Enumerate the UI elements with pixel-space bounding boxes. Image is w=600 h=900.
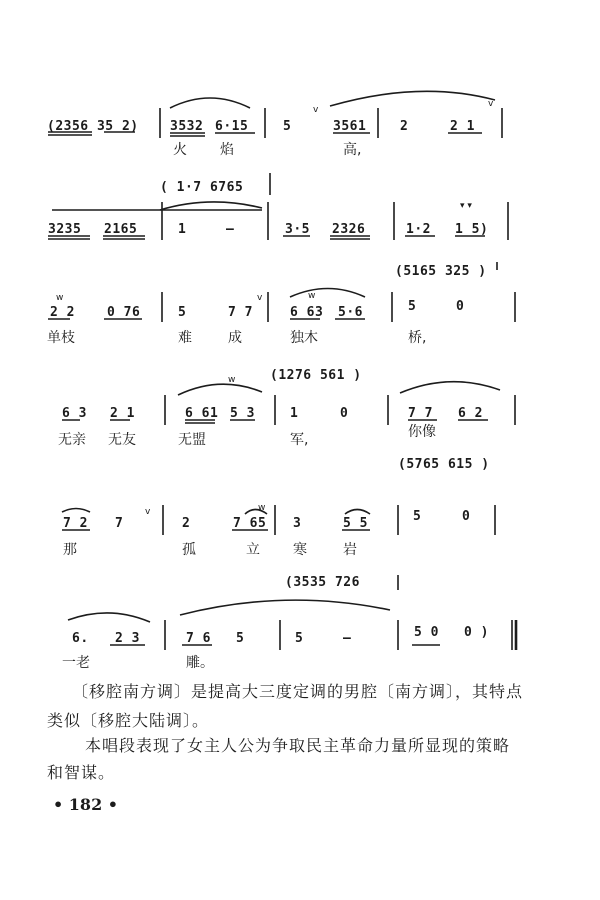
note-group: 6 2	[458, 406, 483, 421]
svg-text:w: w	[308, 291, 316, 301]
interlude: (5165 325 )	[395, 264, 487, 279]
note-group: 2326	[332, 222, 366, 237]
note-group: 5	[413, 509, 422, 524]
interlude: (1276 561 )	[270, 368, 362, 383]
svg-text:v: v	[145, 507, 151, 517]
svg-text:▾ ▾: ▾ ▾	[460, 201, 472, 211]
lyric: 单枝	[47, 330, 75, 346]
interlude: ( 1·7 6765	[160, 180, 244, 195]
paragraph-line: 和智谋。	[47, 763, 116, 782]
note-group: 2 2	[50, 305, 75, 320]
lyric: 高,	[343, 142, 362, 158]
note-group: 2 1	[450, 119, 475, 134]
note-group: 1	[178, 222, 187, 237]
note-group: 3·5	[285, 222, 310, 237]
page-number: • 182 •	[53, 795, 118, 814]
paragraph-line: 类似〔移腔大陆调〕。	[47, 711, 210, 730]
note-group: 5	[295, 631, 304, 646]
svg-text:w: w	[228, 375, 236, 385]
paragraph-line: 本唱段表现了女主人公为争取民主革命力量所显现的策略	[85, 736, 511, 755]
svg-text:v: v	[257, 293, 263, 303]
lyric: 寒	[293, 542, 307, 558]
lyric: 立	[246, 542, 260, 558]
svg-text:v: v	[488, 99, 494, 109]
note-group: 3235	[48, 222, 82, 237]
note-group: 5	[283, 119, 292, 134]
note-group: 2 3	[115, 631, 140, 646]
lyric: 焰	[220, 142, 234, 158]
lyric: 雕。	[186, 655, 214, 671]
note-group: 5 0	[414, 625, 439, 640]
note-group: 5·6	[338, 305, 363, 320]
note-group: 6 3	[62, 406, 87, 421]
note-group: 3532	[170, 119, 204, 134]
note-group: 0 76	[107, 305, 141, 320]
lyric: 一老	[62, 655, 90, 671]
note-group: 3561	[333, 119, 367, 134]
note-group: 5 3	[230, 406, 255, 421]
lyric: 桥,	[408, 330, 427, 346]
note-group: 6 63	[290, 305, 324, 320]
note-group: 2	[400, 119, 409, 134]
note-group: 7	[115, 516, 124, 531]
note-group: 7 2	[63, 516, 88, 531]
lyric: 岩	[343, 542, 357, 558]
note-group: 1	[290, 406, 299, 421]
note-group: —	[226, 222, 235, 237]
note-group: 7 65	[233, 516, 267, 531]
lyric: 难	[178, 330, 192, 346]
note-group: 1·2	[406, 222, 431, 237]
lyric: 独木	[290, 330, 318, 346]
lyric: 那	[63, 542, 77, 558]
note-group: 5	[236, 631, 245, 646]
note-group: 2165	[104, 222, 138, 237]
note-group: 7 7	[228, 305, 253, 320]
interlude-open: (2356 35 2)	[47, 119, 139, 134]
note-group: 6.	[72, 631, 89, 646]
lyric: 你像	[408, 424, 436, 440]
lyric: 火	[173, 142, 187, 158]
paragraph-line: 〔移腔南方调〕是提高大三度定调的男腔〔南方调〕，其特点	[72, 682, 524, 701]
lyric: 无友	[108, 432, 136, 448]
lyric: 孤	[182, 542, 196, 558]
note-group: 1 5)	[455, 222, 489, 237]
note-group: 0	[340, 406, 349, 421]
interlude: (3535 726	[285, 575, 360, 590]
note-group: 6 61	[185, 406, 219, 421]
note-group: 0	[456, 299, 465, 314]
note-group: 5	[408, 299, 417, 314]
note-group: 0 )	[464, 625, 489, 640]
note-group: 3	[293, 516, 302, 531]
lyric: 无盟	[178, 432, 206, 448]
svg-text:w: w	[56, 293, 64, 303]
note-group: 7 6	[186, 631, 211, 646]
svg-text:w: w	[258, 503, 266, 513]
lyric: 军,	[290, 432, 309, 448]
interlude: (5765 615 )	[398, 457, 490, 472]
note-group: 2 1	[110, 406, 135, 421]
note-group: 5	[178, 305, 187, 320]
lyric: 无亲	[58, 432, 86, 448]
note-group: —	[343, 631, 352, 646]
note-group: 2	[182, 516, 191, 531]
note-group: 0	[462, 509, 471, 524]
svg-text:v: v	[313, 105, 319, 115]
note-group: 7 7	[408, 406, 433, 421]
lyric: 成	[228, 330, 242, 346]
note-group: 5 5	[343, 516, 368, 531]
note-group: 6·15	[215, 119, 249, 134]
